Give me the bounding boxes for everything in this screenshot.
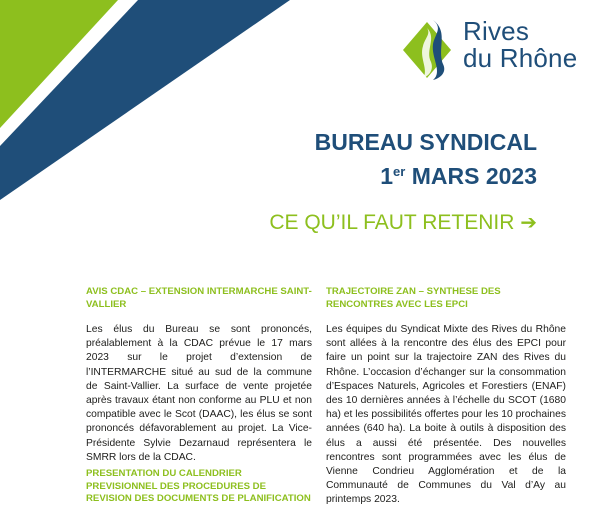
section-heading-cdac: AVIS CDAC – EXTENSION INTERMARCHE SAINT-VALLIER (86, 286, 312, 310)
title-date (315, 157, 537, 191)
rives-du-rhone-logo (403, 14, 603, 84)
left-column (86, 286, 312, 506)
logo-wordmark (463, 18, 577, 72)
logo-line-2: du Rhône (463, 43, 578, 73)
decorative-corner-swoosh (0, 0, 290, 200)
subtitle (269, 210, 537, 235)
section-body-cdac: Les élus du Bureau se sont prononcés, préalablement à la CDAC prévue le 17 mars 2023 sur le projet d’extension de l’INTERMARCHE situé au sud de la commune de Saint-Vallier. La surface de vente projetée après travaux étant non conforme au PLU et non compatible avec le Scot (DAAC), les élus se sont prononcés défavorablement au projet. La Vice-Présidente Sylvie Dezarnaud représentera le SMRR lors de la CDAC. (86, 324, 312, 463)
subtitle-text: CE QU’IL FAUT RETENIR (269, 211, 515, 234)
section-heading-calendrier: PRESENTATION DU CALENDRIER PREVISIONNEL DES PROCEDURES DE REVISION DES DOCUMENTS DE PLANIFICATION (86, 468, 311, 505)
right-column (326, 286, 566, 508)
section-body-zan: Les équipes du Syndicat Mixte des Rives du Rhône sont allées à la rencontre des élus des EPCI pour faire un point sur la trajectoire ZAN des Rives du Rhône. L’occasion d’échanger sur la consommation d’Espaces Naturels, Agricoles et Forestiers (ENAF) des 10 dernières années à l’échelle du SCOT (1680 ha) et les possibilités offertes pour les 10 prochaines années (640 ha). La boite à outils à disposition des élus a aussi été présentée. Des nouvelles rencontres sont programmées avec les élus de Vienne Condrieu Agglomération et de la Communauté de Communes du Val d’Ay au printemps 2023. (326, 324, 566, 506)
logo-line-1: Rives (463, 16, 530, 46)
title-date-superscript: er (393, 164, 406, 179)
title-date-day: 1 (380, 163, 394, 189)
arrow-right-icon: ➔ (520, 212, 537, 234)
logo-mark-icon (403, 14, 465, 80)
section-heading-zan: TRAJECTOIRE ZAN – SYNTHESE DES RENCONTRES AVEC LES EPCI (326, 286, 501, 310)
page-title (315, 127, 537, 191)
title-date-month-year: MARS 2023 (405, 163, 537, 189)
title-line-1: BUREAU SYNDICAL (314, 129, 537, 155)
